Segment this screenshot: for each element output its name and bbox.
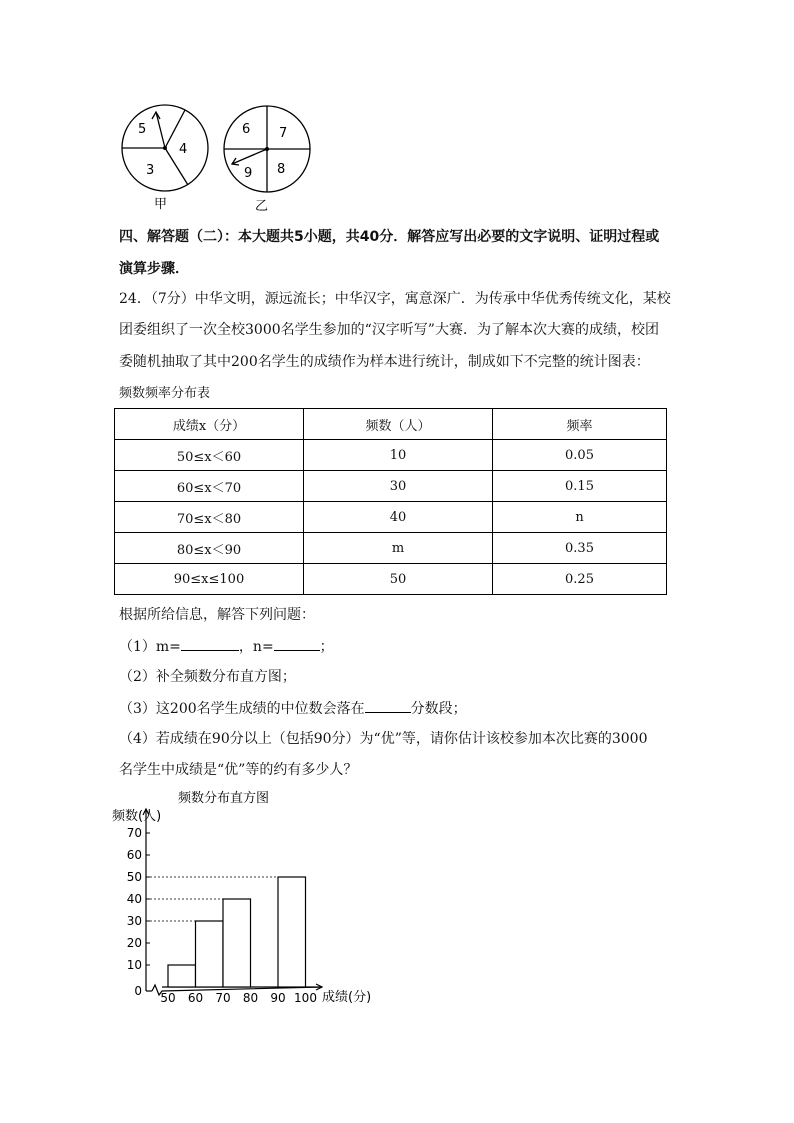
x-tick-label: 100 <box>294 991 317 1005</box>
tasks-intro: 根据所给信息，解答下列问题： <box>119 607 315 623</box>
task-4-line2: 名学生中成绩是“优”等的约有多少人？ <box>119 762 358 778</box>
task-3: （3）这200名学生成绩的中位数会落在 分数段； <box>119 698 467 719</box>
table-row: 90≤x≤100 50 0.25 <box>115 564 667 595</box>
spinner-figures <box>110 100 330 215</box>
header-rate: 频率 <box>493 409 667 440</box>
x-tick-label: 50 <box>160 991 176 1005</box>
table-header-row <box>115 409 667 440</box>
spinner-jia-label: 甲 <box>154 197 168 212</box>
answer-blank-n[interactable] <box>274 636 320 651</box>
y-tick-label: 10 <box>126 958 142 972</box>
sector-6: 6 <box>242 122 251 137</box>
section-heading-line1: 四、解答题（二）：本大题共5小题，共40分．解答应写出必要的文字说明、证明过程或 <box>119 229 660 245</box>
question-line1: 24．（7分）中华文明，源远流长；中华汉字，寓意深广．为传承中华优秀传统文化，某校 <box>119 291 671 307</box>
y-tick-label: 60 <box>126 848 142 862</box>
answer-blank-m[interactable] <box>181 636 239 651</box>
pointer-arrow <box>232 149 267 164</box>
spinner-jia <box>122 105 208 212</box>
histogram-bar <box>223 899 251 987</box>
x-tick-label: 70 <box>215 991 231 1005</box>
x-tick-label: 90 <box>270 991 286 1005</box>
question-line3: 委随机抽取了其中200名学生的成绩作为样本进行统计，制成如下不完整的统计图表： <box>119 354 650 370</box>
y-tick-label: 30 <box>126 914 142 928</box>
table-caption: 频数频率分布表 <box>119 386 211 401</box>
y-tick-label: 0 <box>134 984 142 998</box>
pointer-arrow <box>156 112 165 148</box>
histogram-bar <box>278 877 306 987</box>
chart-title: 频数分布直方图 <box>178 791 270 806</box>
sector-7: 7 <box>279 126 288 141</box>
task-4-line1: （4）若成绩在90分以上（包括90分）为“优”等，请你估计该校参加本次比赛的3000 <box>119 731 648 747</box>
table-row: 70≤x＜80 40 n <box>115 502 667 533</box>
frequency-histogram <box>110 785 410 1010</box>
sector-5: 5 <box>138 122 147 137</box>
sector-9: 9 <box>244 166 253 181</box>
table-row: 80≤x＜90 m 0.35 <box>115 533 667 564</box>
sector-4: 4 <box>179 142 188 157</box>
table-row: 60≤x＜70 30 0.15 <box>115 471 667 502</box>
question-line2: 团委组织了一次全校3000名学生参加的“汉字听写”大赛．为了解本次大赛的成绩，校团 <box>119 322 659 338</box>
answer-blank-median[interactable] <box>365 698 411 713</box>
histogram-bar <box>196 921 224 987</box>
sector-8: 8 <box>277 162 286 177</box>
y-tick-label: 40 <box>126 892 142 906</box>
spinner-yi-label: 乙 <box>255 199 269 214</box>
frequency-table <box>114 408 667 595</box>
task-2: （2）补全频数分布直方图； <box>119 669 296 685</box>
x-axis-label: 成绩(分) <box>322 990 372 1005</box>
sector-3: 3 <box>146 163 155 178</box>
section-heading-line2: 演算步骤． <box>119 261 189 277</box>
spinner-yi <box>224 106 310 214</box>
x-tick-label: 60 <box>187 991 204 1005</box>
task-1: （1）m= ，n= ； <box>119 636 334 657</box>
y-tick-label: 20 <box>126 936 142 950</box>
header-score: 成绩x（分） <box>115 409 304 440</box>
y-axis-label: 频数(人) <box>112 809 162 824</box>
header-frequency: 频数（人） <box>304 409 493 440</box>
table-row: 50≤x＜60 10 0.05 <box>115 440 667 471</box>
histogram-bar <box>168 965 196 987</box>
y-tick-label: 50 <box>126 870 142 884</box>
x-tick-label: 80 <box>242 991 259 1005</box>
y-tick-label: 70 <box>126 826 142 840</box>
